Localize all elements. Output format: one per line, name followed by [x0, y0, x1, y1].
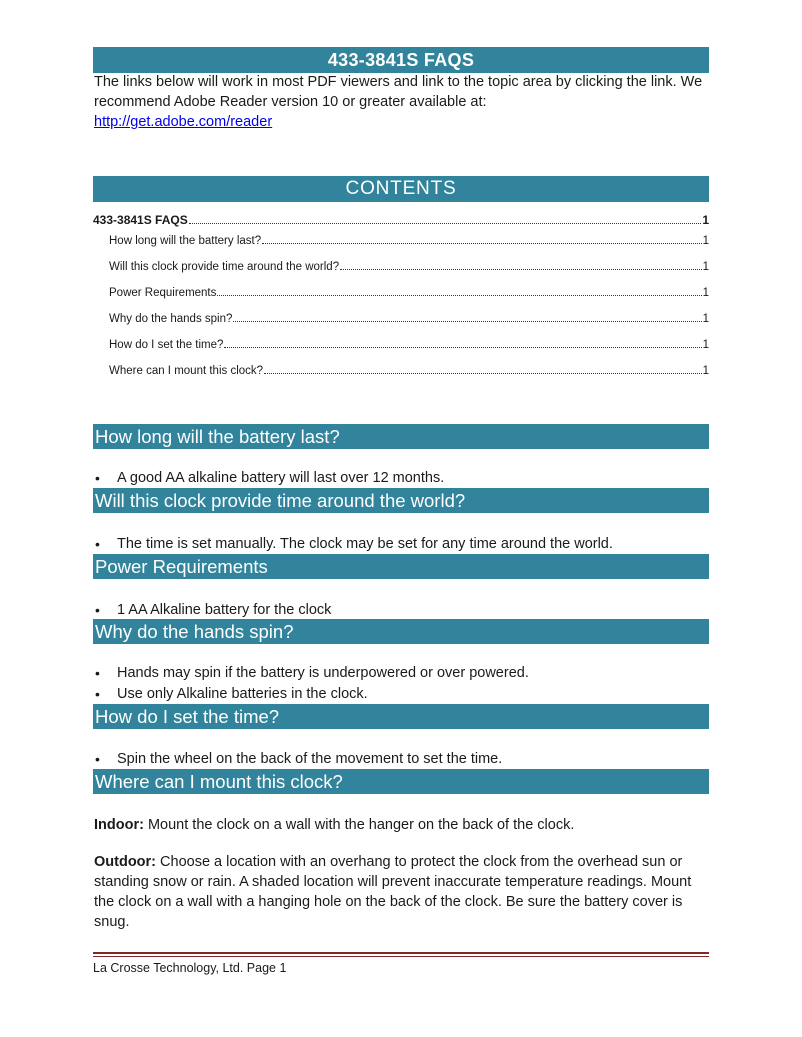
intro-paragraph	[94, 72, 710, 132]
indoor-paragraph	[94, 815, 706, 835]
section-heading-spin: Why do the hands spin?	[93, 619, 709, 644]
section-heading-battery: How long will the battery last?	[93, 424, 709, 449]
toc-item-spin[interactable]	[93, 313, 709, 339]
toc-item-battery[interactable]	[93, 235, 709, 261]
section-heading-mount: Where can I mount this clock?	[93, 769, 709, 794]
page-title: 433-3841S FAQS	[93, 47, 709, 73]
toc-item-world[interactable]	[93, 261, 709, 287]
toc-item-faqs[interactable]	[93, 213, 709, 235]
bullet-icon: •	[95, 751, 100, 767]
toc-page: 1	[702, 261, 709, 273]
list-item-text: 1 AA Alkaline battery for the clock	[117, 602, 332, 618]
toc-page: 1	[702, 365, 709, 377]
toc-item-settime[interactable]	[93, 339, 709, 365]
toc-label: Will this clock provide time around the world?	[109, 261, 340, 273]
toc-page: 1	[702, 313, 709, 325]
list-item-text: Use only Alkaline batteries in the clock.	[117, 686, 368, 702]
toc-label: 433-3841S FAQS	[93, 213, 188, 227]
indoor-label: Indoor:	[94, 817, 144, 833]
toc-leader	[217, 294, 701, 296]
footer-divider	[93, 952, 709, 954]
page-footer: La Crosse Technology, Ltd. Page 1	[93, 961, 287, 975]
toc-item-mount[interactable]	[93, 365, 709, 391]
outdoor-text: Choose a location with an overhang to protect the clock from the overhead sun or standing snow or rain. A shaded location will prevent inaccurate temperature readings. Mount the clock on a wall with a hanging hole on the back of the clock. Be sure the battery cover is snug.	[94, 854, 692, 930]
toc-leader	[262, 242, 701, 244]
toc-leader	[233, 320, 701, 322]
toc-label: How do I set the time?	[109, 339, 224, 351]
section-heading-world: Will this clock provide time around the world?	[93, 488, 709, 513]
list-item-text: Hands may spin if the battery is underpowered or over powered.	[117, 665, 529, 681]
toc-label: Why do the hands spin?	[109, 313, 233, 325]
toc-page: 1	[702, 213, 709, 227]
indoor-text: Mount the clock on a wall with the hanger on the back of the clock.	[143, 817, 575, 833]
bullet-icon: •	[95, 470, 100, 486]
section-heading-power: Power Requirements	[93, 554, 709, 579]
bullet-icon: •	[95, 536, 100, 552]
toc-page: 1	[702, 339, 709, 351]
toc-item-power[interactable]	[93, 287, 709, 313]
toc-label: Where can I mount this clock?	[109, 365, 264, 377]
toc-leader	[224, 346, 701, 348]
list-item-text: A good AA alkaline battery will last over 12 months.	[117, 470, 445, 486]
section-heading-settime: How do I set the time?	[93, 704, 709, 729]
adobe-reader-link[interactable]: http://get.adobe.com/reader	[94, 114, 273, 130]
toc-leader	[189, 222, 702, 224]
bullet-icon: •	[95, 686, 100, 702]
toc-leader	[340, 268, 701, 270]
toc-page: 1	[702, 287, 709, 299]
list-item-text: The time is set manually. The clock may be set for any time around the world.	[117, 536, 613, 552]
intro-text: The links below will work in most PDF viewers and link to the topic area by clicking the link. We recommend Adobe Reader version 10 or greater available at:	[94, 74, 703, 110]
toc-page: 1	[702, 235, 709, 247]
contents-heading: CONTENTS	[93, 176, 709, 202]
footer-divider-thin	[93, 956, 709, 957]
outdoor-paragraph	[94, 852, 706, 932]
bullet-icon: •	[95, 665, 100, 681]
outdoor-label: Outdoor:	[94, 854, 157, 870]
toc-leader	[264, 372, 702, 374]
bullet-icon: •	[95, 602, 100, 618]
table-of-contents	[93, 213, 709, 391]
list-item-text: Spin the wheel on the back of the movement to set the time.	[117, 751, 503, 767]
toc-label: Power Requirements	[109, 287, 217, 299]
toc-label: How long will the battery last?	[109, 235, 262, 247]
